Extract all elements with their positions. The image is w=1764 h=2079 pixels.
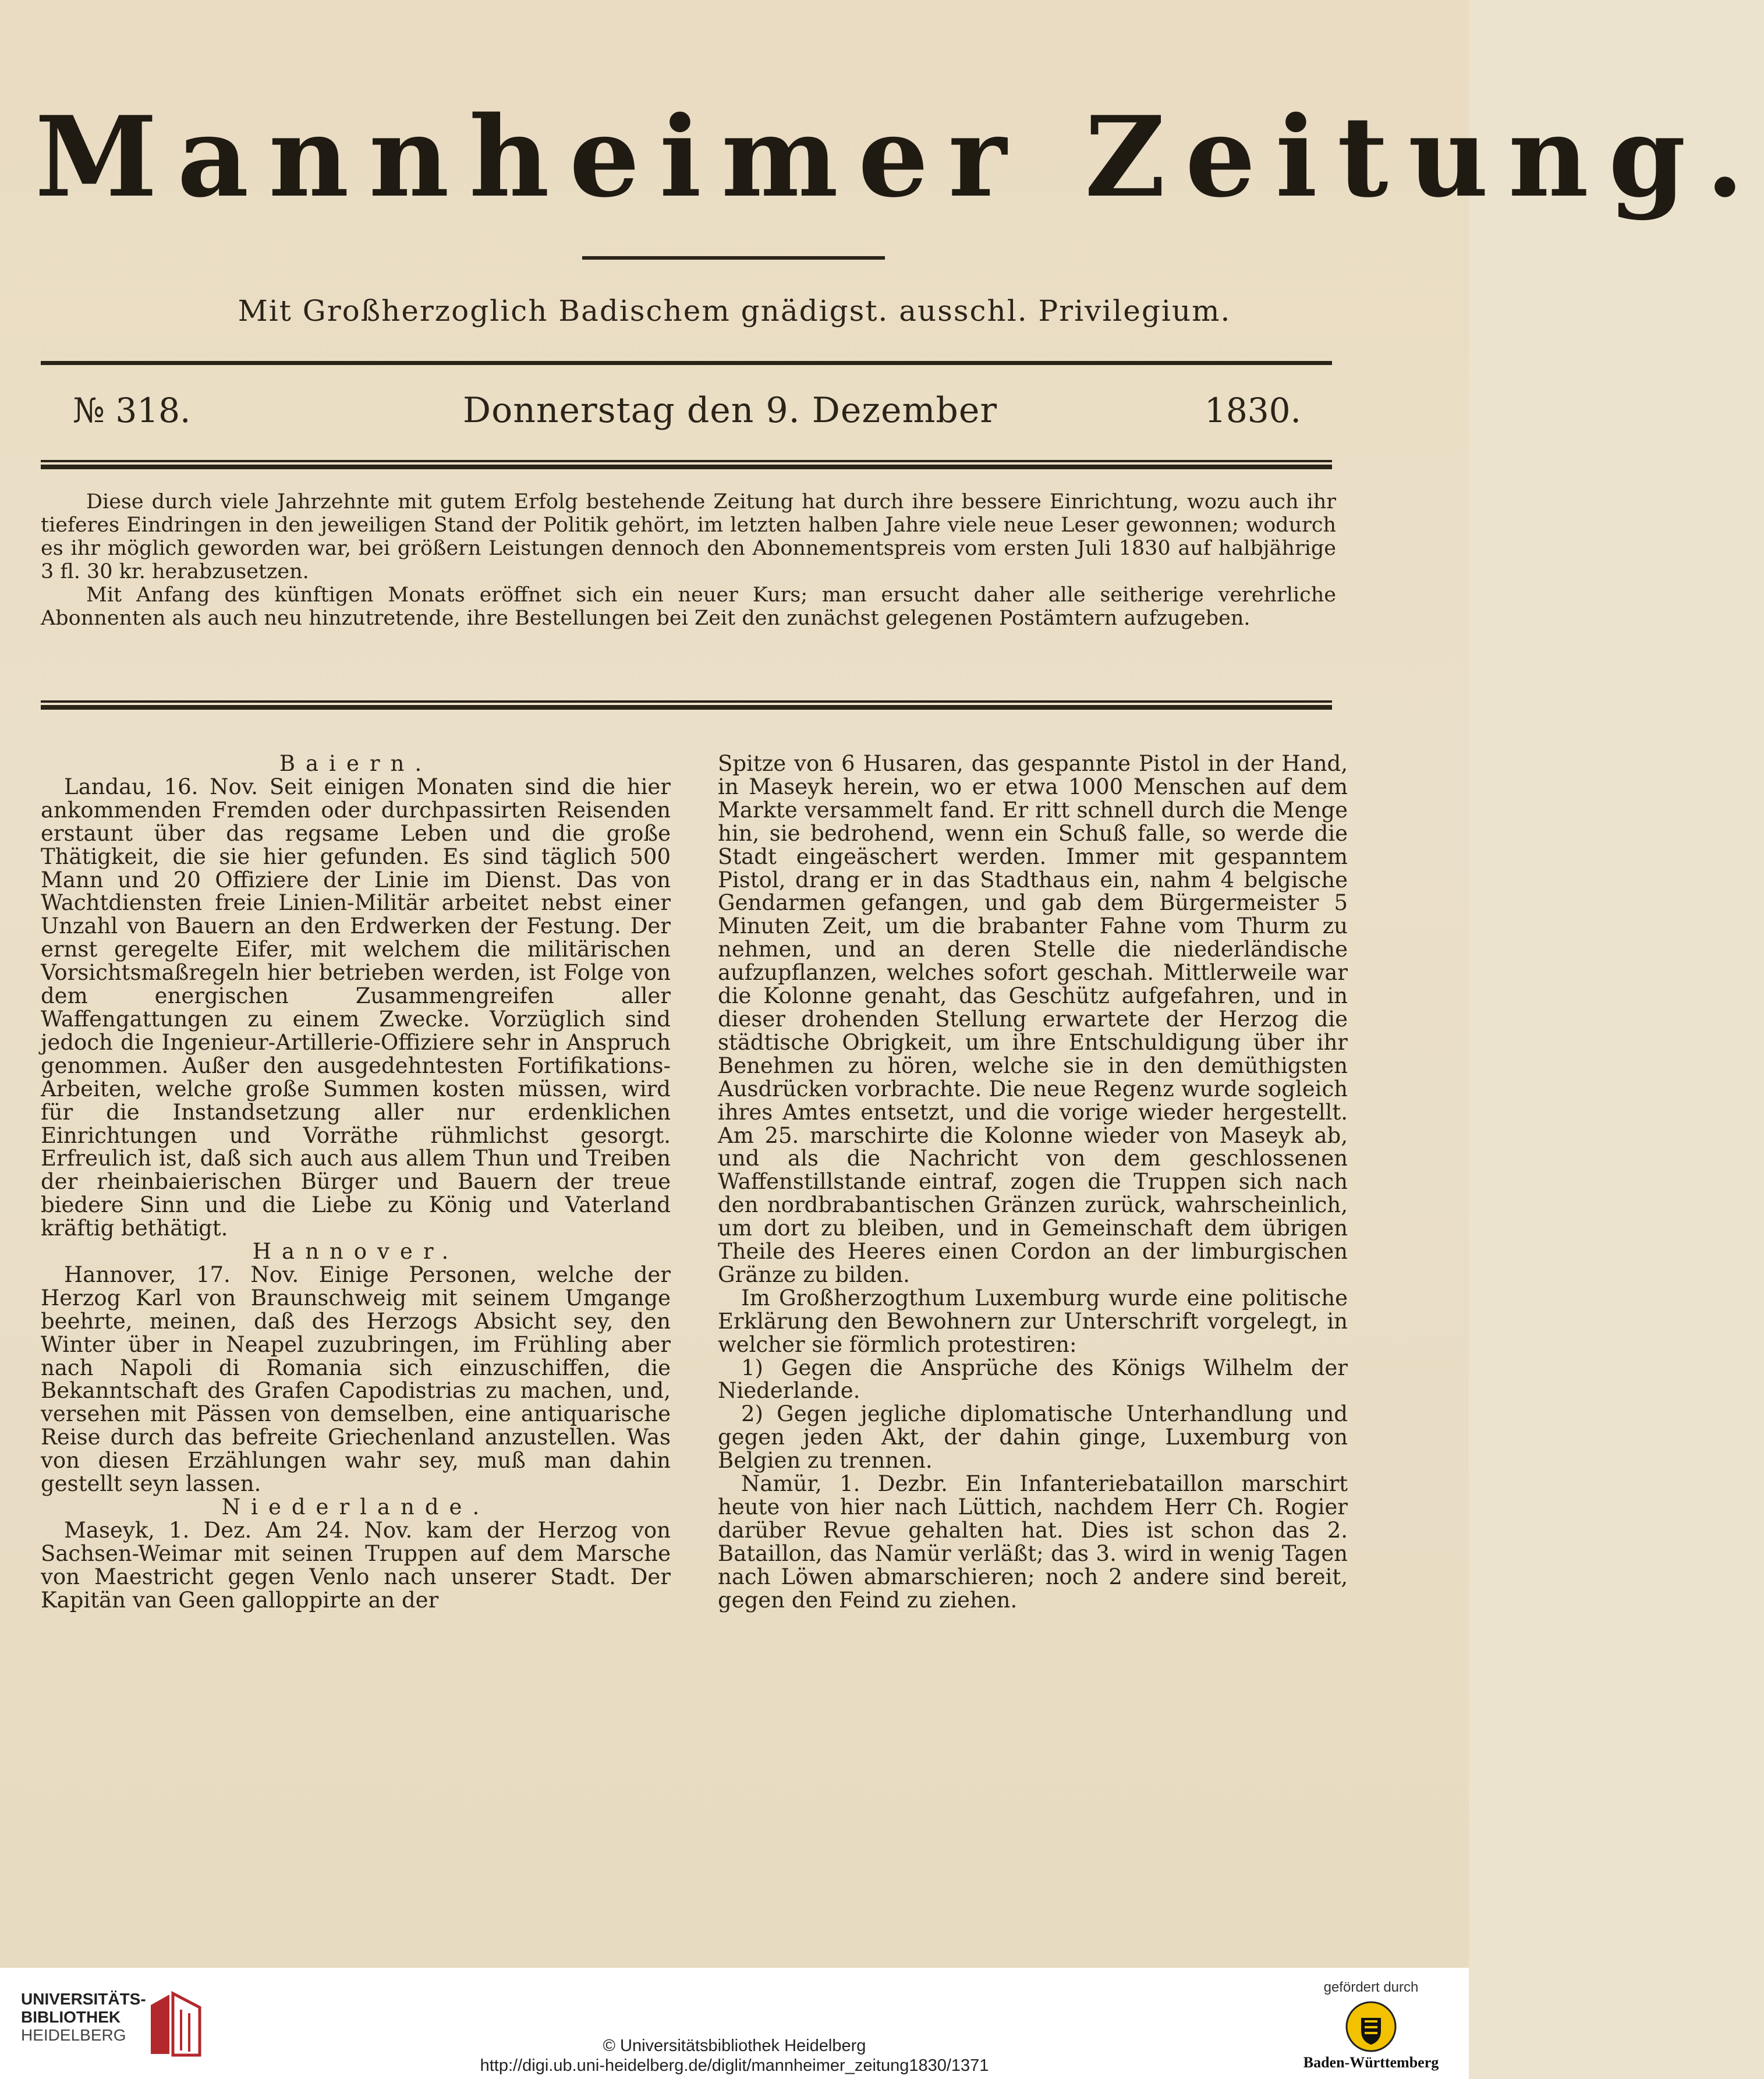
sponsor-name: Baden-Württemberg: [1303, 2054, 1439, 2071]
issue-date: Donnerstag den 9. Dezember: [463, 390, 998, 431]
sponsor-block: [1287, 1979, 1455, 2076]
issue-year: 1830.: [1204, 391, 1301, 430]
right-column: [718, 752, 1348, 1612]
article-landau: Landau, 16. Nov. Seit einigen Monaten sind die hier ankommenden Fremden oder durchpassirten Reisenden erstaunt über das regsame Leben und die große Thätigkeit, die sie hier gefunden. Es sind täglich 500 Mann und 20 Offiziere der Linie im Dienst. Das von Wachtdiensten freie Linien-Militär arbeitet nebst einer Unzahl von Bauern an den Erdwerken der Festung. Der ernst geregelte Eifer, mit welchem die militärischen Vorsichtsmaßregeln hier betrieben werden, ist Folge von dem energischen Zusammengreifen aller Waffengattungen zu einem Zwecke. Vorzüglich sind jedoch die Ingenieur-Artillerie-Offiziere sehr in Anspruch genommen. Außer den ausgedehntesten Fortifikations-Arbeiten, welche große Summen kosten müssen, wird für die Instandsetzung aller nur erdenklichen Einrichtungen und Vorräthe rühmlichst gesorgt. Erfreulich ist, daß sich auch aus allem Thun und Treiben der rheinbaierischen Bürger und Bauern der treue biedere Sinn und die Liebe zu König und Vaterland kräftig bethätigt.: [41, 774, 671, 1241]
section-heading-hannover: Hannover.: [252, 1239, 459, 1265]
section-heading-niederlande: Niederlande.: [221, 1494, 490, 1520]
article-hannover: Hannover, 17. Nov. Einige Personen, welche der Herzog Karl von Braunschweig mit seinem Umgange beehrte, meinen, daß des Herzogs Absicht sey, den Winter über in Neapel zuzubringen, im Frühling aber nach Napoli di Romania sich einzuschiffen, die Bekanntschaft des Grafen Capodistrias zu machen, und, versehen mit Pässen von demselben, eine antiquarische Reise durch das befreite Griechenland anzustellen. Was von diesen Erzählungen wahr sey, muß man dahin gestellt seyn lassen.: [41, 1262, 671, 1497]
subscription-notice: [41, 490, 1336, 630]
baden-wuerttemberg-seal-icon: [1345, 2000, 1397, 2053]
copyright-line: © Universitätsbibliothek Heidelberg: [603, 2037, 866, 2055]
article-maseyk-continued: Spitze von 6 Husaren, das gespannte Pistol in der Hand, in Maseyk herein, wo er etwa 1000 Menschen auf dem Markte versammelt fand. Er ritt schnell durch die Menge hin, sie bedrohend, wenn ein Schuß falle, so werde die Stadt eingeäschert werden. Immer mit gespanntem Pistol, drang er in das Stadthaus ein, nahm 4 belgische Gendarmen gefangen, und gab dem Bürgermeister 5 Minuten Zeit, um die brabanter Fahne vom Thurm zu nehmen, und an deren Stelle die niederländische aufzupflanzen, welches sofort geschah. Mittlerweile war die Kolonne genaht, das Geschütz aufgefahren, und in dieser drohenden Stellung erwartete der Herzog die städtische Obrigkeit, um ihre Entschuldigung über ihr Benehmen zu hören, welche sie in den demüthigsten Ausdrücken vorbrachte. Die neue Regenz wurde sogleich ihres Amtes entsetzt, und die vorige wieder hergestellt. Am 25. marschirte die Kolonne wieder von Maseyk ab, und als die Nachricht von dem geschlossenen Waffenstillstande eintraf, zogen die Truppen sich nach den nordbrabantischen Gränzen zurück, wahrscheinlich, um dort zu bleiben, und in Gemeinschaft dem übrigen Theile des Heeres einen Cordon an der limburgischen Gränze zu bilden.: [718, 751, 1348, 1287]
notice-paragraph: Mit Anfang des künftigen Monats eröffnet sich ein neuer Kurs; man ersucht daher alle seitherige verehrliche Abonnenten als auch neu hinzutretende, ihre Bestellungen bei Zeit den zunächst gelegenen Postämtern aufzugeben.: [41, 583, 1336, 630]
article-namur: Namür, 1. Dezbr. Ein Infanteriebataillon marschirt heute von hier nach Lüttich, nachdem Herr Ch. Rogier darüber Revue gehalten hat. Dies ist schon das 2. Bataillon, das Namür verläßt; das 3. wird in wenig Tagen nach Löwen abmarschieren; noch 2 andere sind bereit, gegen den Feind zu ziehen.: [718, 1471, 1348, 1613]
ub-logo-text: UNIVERSITÄTS- BIBLIOTHEK HEIDELBERG: [21, 1990, 146, 2044]
issue-row: [73, 384, 1301, 437]
section-heading-baiern: Baiern.: [279, 751, 433, 776]
protest-point-2: 2) Gegen jegliche diplomatische Unterhandlung und gegen jeden Akt, der dahin ginge, Luxemburg von Belgien zu trennen.: [718, 1401, 1348, 1474]
article-maseyk: Maseyk, 1. Dez. Am 24. Nov. kam der Herzog von Sachsen-Weimar mit seinen Truppen auf dem Marsche von Maestricht gegen Venlo nach unserer Stadt. Der Kapitän van Geen galloppirte an der: [41, 1517, 671, 1613]
notice-paragraph: Diese durch viele Jahrzehnte mit gutem Erfolg bestehende Zeitung hat durch ihre bessere Einrichtung, wozu auch ihr tieferes Eindringen in den jeweiligen Stand der Politik gehört, im letzten halben Jahre viele neue Leser gewonnen; wodurch es ihr möglich geworden war, bei größern Leistungen dennoch den Abonnementspreis vom ersten Juli 1830 auf halbjährige 3 fl. 30 kr. herabzusetzen.: [41, 490, 1336, 583]
issue-number: № 318.: [73, 391, 191, 430]
protest-point-1: 1) Gegen die Ansprüche des Königs Wilhelm der Niederlande.: [718, 1355, 1348, 1404]
left-column: [41, 752, 671, 1612]
top-rule: [41, 361, 1332, 365]
masthead-title: Mannheimer Zeitung.: [35, 92, 1764, 222]
notice-rule: [41, 700, 1332, 710]
article-luxemburg: Im Großherzogthum Luxemburg wurde eine politische Erklärung den Bewohnern zur Unterschrift vorgelegt, in welcher sie förmlich protestiren:: [718, 1285, 1348, 1357]
issue-rule: [41, 460, 1332, 469]
masthead-rule: [582, 256, 885, 260]
sponsor-label: gefördert durch: [1323, 1979, 1419, 1995]
library-footer: [0, 1968, 1469, 2079]
privilege-line: Mit Großherzoglich Badischem gnädigst. ausschl. Privilegium.: [238, 294, 1231, 328]
permalink-url[interactable]: http://digi.ub.uni-heidelberg.de/diglit/mannheimer_zeitung1830/1371: [480, 2056, 989, 2075]
